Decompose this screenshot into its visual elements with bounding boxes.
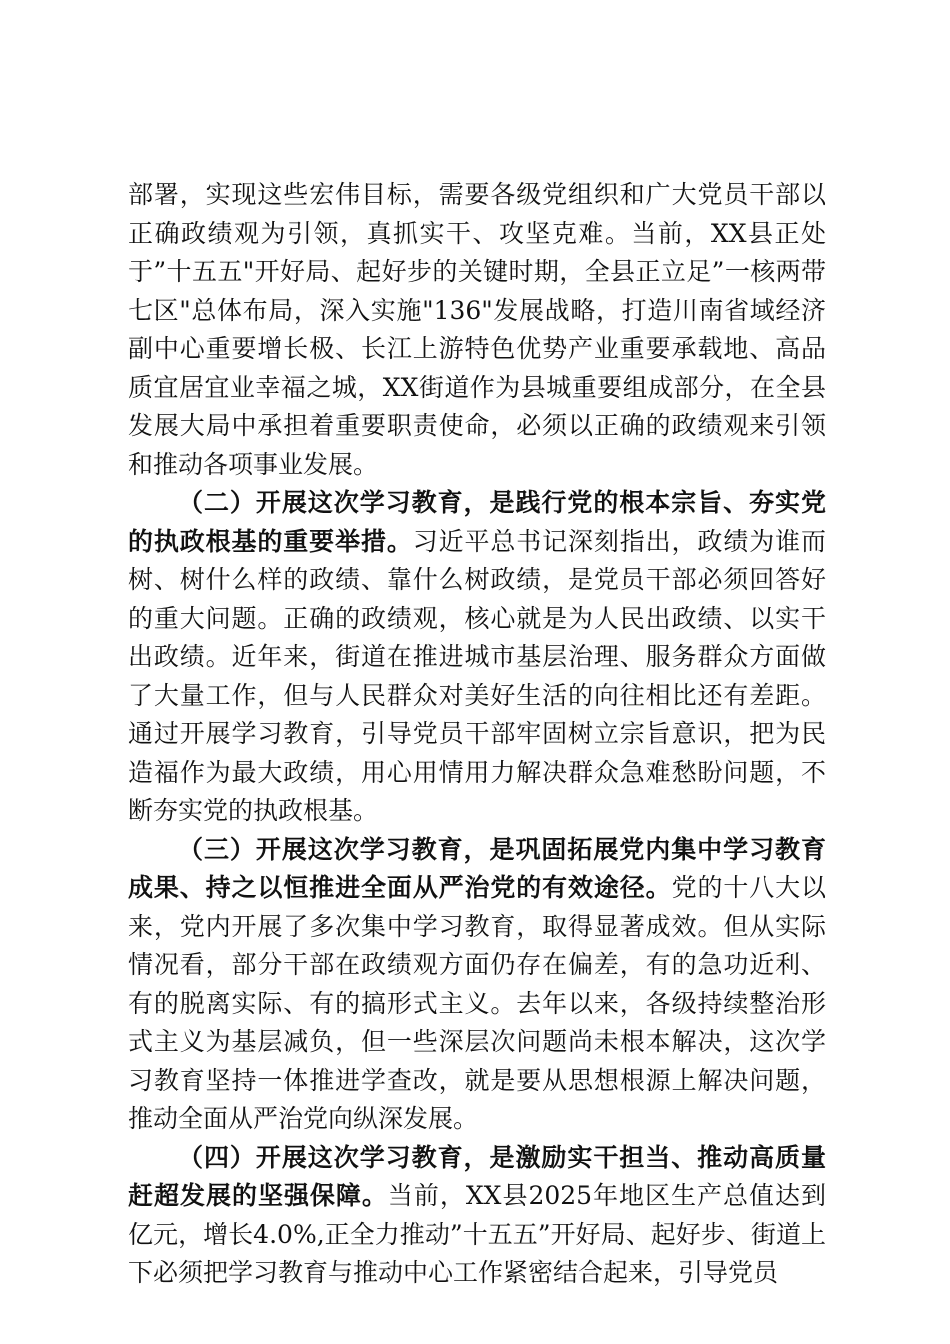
document-body (128, 176, 826, 1293)
paragraph-text: 党的十八大以来，党内开展了多次集中学习教育，取得显著成效。但从实际情况看，部分干部在政绩观方面仍存在偏差，有的急功近利、有的脱离实际、有的搞形式主义。去年以来，各级持续整治形式主义为基层减负，但一些深层次问题尚未根本解决，这次学习教育坚持一体推进学查改，就是要从思想根源上解决问题，推动全面从严治党向纵深发展。 (128, 873, 826, 1133)
paragraph-section-2 (128, 484, 826, 831)
paragraph-text: 习近平总书记深刻指出，政绩为谁而树、树什么样的政绩、靠什么树政绩，是党员干部必须回答好的重大问题。正确的政绩观，核心就是为人民出政绩、以实干出政绩。近年来，街道在推进城市基层治理、服务群众方面做了大量工作，但与人民群众对美好生活的向往相比还有差距。通过开展学习教育，引导党员干部牢固树立宗旨意识，把为民造福作为最大政绩，用心用情用力解决群众急难愁盼问题，不断夯实党的执政根基。 (128, 526, 826, 825)
paragraph-lead: （四）开展这次学习教育，是激励实干担当、推动高质量赶超发展的坚强保障。 (128, 1142, 826, 1210)
paragraph-section-3 (128, 831, 826, 1139)
paragraph-section-4 (128, 1139, 826, 1293)
paragraph-lead: （三）开展这次学习教育，是巩固拓展党内集中学习教育成果、持之以恒推进全面从严治党的有效途径。 (128, 834, 826, 902)
paragraph-text: 当前，XX县2025年地区生产总值达到亿元，增长4.0%,正全力推动”十五五”开好局、起好步、街道上下必须把学习教育与推动中心工作紧密结合起来，引导党员 (128, 1181, 826, 1287)
paragraph-text: 部署，实现这些宏伟目标，需要各级党组织和广大党员干部以正确政绩观为引领，真抓实干、攻坚克难。当前，XX县正处于”十五五"开好局、起好步的关键时期，全县正立足”一核两带七区"总体布局，深入实施"136"发展战略，打造川南省域经济副中心重要增长极、长江上游特色优势产业重要承载地、高品质宜居宜业幸福之城，XX街道作为县城重要组成部分，在全县发展大局中承担着重要职责使命，必须以正确的政绩观来引领和推动各项事业发展。 (128, 180, 826, 479)
paragraph-continuation (128, 176, 826, 484)
paragraph-lead: （二）开展这次学习教育，是践行党的根本宗旨、夯实党的执政根基的重要举措。 (128, 488, 826, 556)
